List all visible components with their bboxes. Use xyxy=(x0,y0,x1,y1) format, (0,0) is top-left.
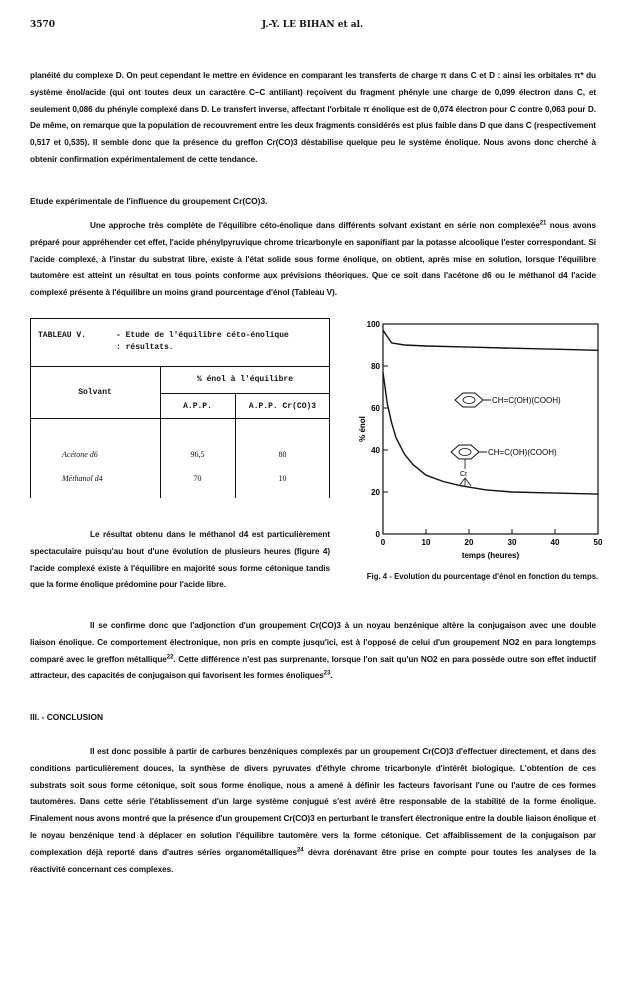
free-acid-label: CH=C(OH)(COOH) xyxy=(492,396,561,405)
table-title: - Etude de l'équilibre céto-énolique : résultats. xyxy=(116,331,289,352)
series-line-2 xyxy=(383,372,598,494)
table-header-app: A.P.P. xyxy=(183,402,212,411)
y-tick-label: 100 xyxy=(366,320,380,329)
confirm-text-1: Il se confirme donc que l'adjonction d'un groupement Cr(CO)3 à un noyau benzénique altère la conjugaison avec une double liaison énolique. Ce comportement électronique, non pris en compte jusqu'ici, est à l'opposé de celui d'un groupement NO2 en para longtemps comparé avec le greffon métallique xyxy=(30,621,596,664)
table-header-solvant: Solvant xyxy=(78,388,112,397)
table-label: TABLEAU V. xyxy=(38,331,87,340)
table-row-2-solvant: Méthanol d4 xyxy=(62,474,103,483)
table-row-1-app: 96,5 xyxy=(190,450,205,459)
result-paragraph-block xyxy=(30,527,330,594)
reference-22: 22 xyxy=(166,653,174,660)
carbonyl-leg-icon xyxy=(459,478,465,486)
table-row-1-solvant: Acétone d6 xyxy=(62,450,98,459)
confirm-text-2: . Cette différence n'est pas surprenante, lorsque l'on sait qu'un NO2 en para possède outre son effet inductif attracteur, des capacités de conjugaison qui favorisent les formes énoliques xyxy=(30,654,597,681)
approach-paragraph xyxy=(30,218,596,302)
y-tick-label: 80 xyxy=(371,362,380,371)
reference-24: 24 xyxy=(297,847,304,854)
conclusion-paragraph-block xyxy=(30,744,596,878)
x-axis-label: temps (heures) xyxy=(461,551,520,560)
conclusion-heading: III. - CONCLUSION xyxy=(30,712,104,722)
figure-4 xyxy=(355,318,610,593)
chromium-label: Cr xyxy=(460,471,468,478)
free-acid-structure xyxy=(455,393,561,407)
table-row-1-app-cr: 80 xyxy=(278,450,287,459)
y-tick-label: 0 xyxy=(375,530,380,539)
section-heading: Etude expérimentale de l'influence du groupement Cr(CO)3. xyxy=(30,196,268,206)
y-axis-label: % énol xyxy=(358,416,367,442)
benzene-ring-icon xyxy=(451,445,479,459)
x-tick-label: 10 xyxy=(421,538,431,547)
table-v xyxy=(30,318,330,518)
benzene-ring-icon xyxy=(455,393,483,407)
x-tick-label: 0 xyxy=(380,538,386,547)
x-tick-label: 50 xyxy=(593,538,603,547)
page-number: 3570 xyxy=(30,20,56,30)
approach-text-2: nous avons préparé pour appréhender cet effet, l'acide phénylpyruvique chrome tricarbonyle en saponifiant par la potasse alcoolique l'ester correspondant. Si l'acide complexé, à l'instar du substrat libre, existe à l'état solide sous forme énolique, on obtient, après mise en solution, lorsque l'équilibre tautomère est atteint un résultat en tous points conforme aux prévisions théoriques. Que ce soit dans l'acétone d6 ou le méthanol d4 l'acide complexé présente à l'équilibre un moins grand pourcentage d'énol (Tableau V). xyxy=(30,221,596,298)
table-header-app-cr: A.P.P. Cr(CO)3 xyxy=(248,402,317,411)
aromatic-circle-icon xyxy=(463,397,475,404)
reference-23: 23 xyxy=(323,670,331,677)
figure-caption: Fig. 4 - Evolution du pourcentage d'énol en fonction du temps. xyxy=(366,572,599,581)
conclusion-text-1: Il est donc possible à partir de carbures benzéniques complexés par un groupement Cr(CO)3 d'effectuer directement, et dans des conditions particulièrement douces, la synthèse de divers pyruvates d'éthyle chrome tricarbonyle d'intérêt biologique. L'obtention de ces substrats soit sous forme cétonique, soit sous forme énolique, nous a amené à définir les facteurs favorisant l'une ou l'autre de ces formes tautomères. Dans cette série l'établissement d'un large système conjugué s'est avéré être responsable de la stabilité de la forme énolique. Finalement nous avons montré que la présence d'un groupement Cr(CO)3 en perturbant le transfert électronique entre la double liaison énolique et le noyau benzénique tend à déplacer en solution l'équilibre tautomère vers la forme cétonique. Cet affaiblissement de la conjugaison par complexation déjà reporté dans d'autres séries organométalliques xyxy=(30,747,596,857)
running-title: J.-Y. LE BIHAN et al. xyxy=(261,20,364,30)
approach-paragraph-block xyxy=(30,218,596,302)
x-tick-label: 20 xyxy=(464,538,474,547)
confirm-text-3: . xyxy=(330,671,333,681)
confirm-paragraph xyxy=(30,618,596,685)
y-tick-label: 60 xyxy=(371,404,380,413)
x-tick-label: 40 xyxy=(550,538,560,547)
result-paragraph: Le résultat obtenu dans le méthanol d4 est particulièrement spectaculaire puisqu'au bout d'une évolution de plusieurs heures (figure 4) l'acide complexé existe à l'équilibre en majorité sous forme cétonique tandis que la forme énolique prédomine pour l'acide libre. xyxy=(30,530,330,590)
complexed-acid-structure xyxy=(451,445,557,486)
x-tick-label: 30 xyxy=(507,538,517,547)
confirm-paragraph-block xyxy=(30,618,596,685)
reference-21: 21 xyxy=(539,220,547,227)
table-row-2-app-cr: 10 xyxy=(278,474,287,483)
enol-evolution-chart xyxy=(355,318,610,568)
conclusion-paragraph xyxy=(30,744,596,878)
carbonyl-leg-icon xyxy=(465,478,471,486)
y-tick-label: 20 xyxy=(371,488,380,497)
plot-frame xyxy=(383,324,598,534)
y-tick-label: 40 xyxy=(371,446,380,455)
table-row-2-app: 70 xyxy=(193,474,202,483)
series-line-1 xyxy=(383,330,598,350)
approach-text-1: Une approche très complète de l'équilibre céto-énolique dans différents solvant existant en série non complexée xyxy=(90,221,540,230)
conclusion-text-2: devra dorénavant être prise en compte pour toutes les analyses de la réactivité concernant ces complexes. xyxy=(30,847,596,874)
intro-paragraph: planéité du complexe D. On peut cependant le mettre en évidence en comparant les transferts de charge π dans C et D : ainsi les orbitales π* du système énol/acide (qui ont toutes deux un caractère C–C antiliant) reçoivent du fragment phényle une charge de 0,099 électron dans C, et seulement 0,086 du phényle complexé dans D. Le transfert inverse, affectant l'orbitale π énolique est de 0,074 électron pour C contre 0,063 pour D. De même, on remarque que la population de recouvrement entre les deux fragments considérés est plus faible dans D que dans C (respectivement 0,517 et 0,535). Il semble donc que la présence du greffon Cr(CO)3 déstabilise quelque peu le système énolique. Nous avons donc cherché à obtenir confirmation expérimentalement de cette tendance. xyxy=(30,71,596,164)
page-header xyxy=(30,20,595,36)
table-column-group: % énol à l'équilibre xyxy=(196,375,293,384)
aromatic-circle-icon xyxy=(459,449,471,456)
intro-paragraph-block xyxy=(30,68,596,169)
complexed-acid-label: CH=C(OH)(COOH) xyxy=(488,448,557,457)
